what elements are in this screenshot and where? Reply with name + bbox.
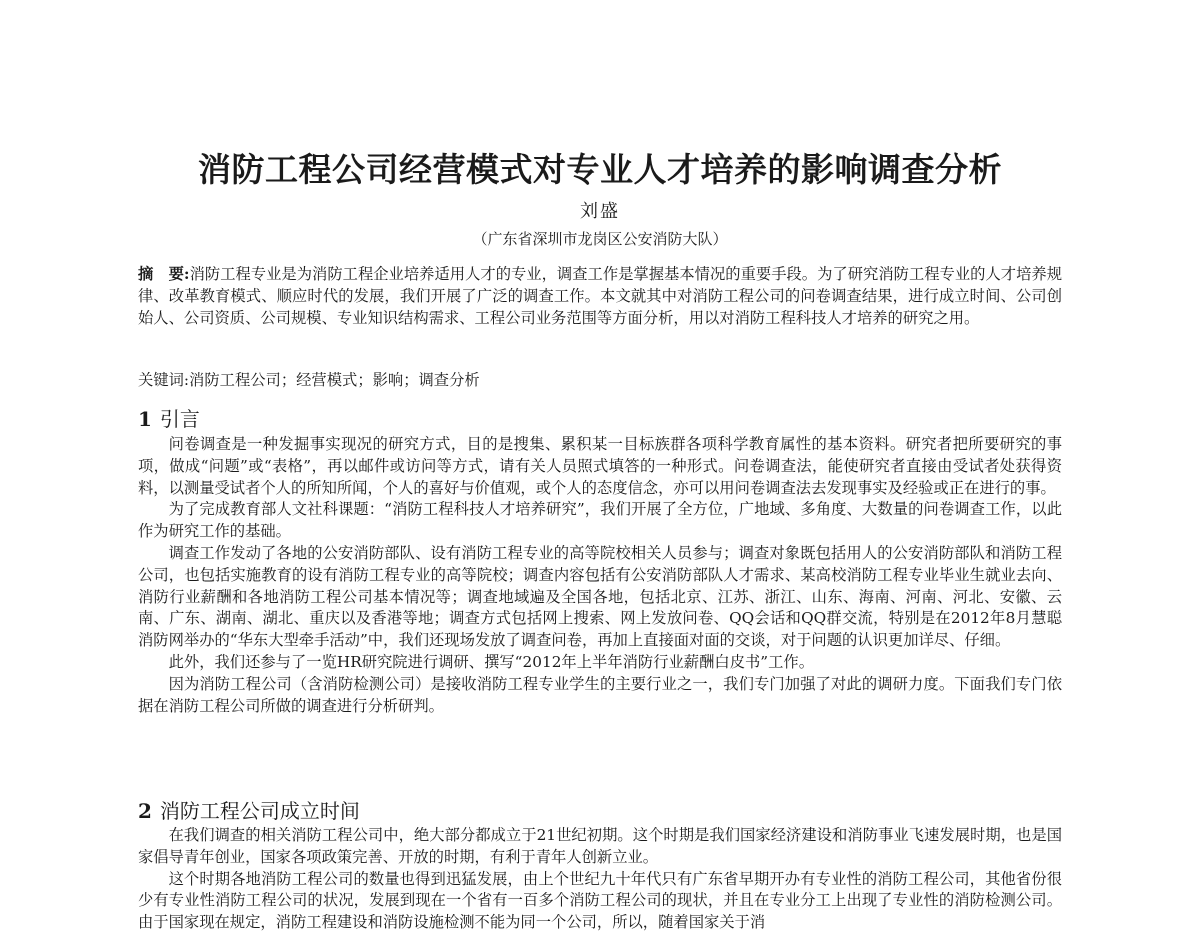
- paragraph: 在我们调查的相关消防工程公司中，绝大部分都成立于21世纪初期。这个时期是我们国家经济建设和消防事业飞速发展时期，也是国家倡导青年创业，国家各项政策完善、开放的时期，有利于青年人创新立业。: [138, 826, 1062, 866]
- paragraph: 问卷调查是一种发掘事实现况的研究方式，目的是搜集、累积某一目标族群各项科学教育属性的基本资料。研究者把所要研究的事项，做成“问题”或“表格”，再以邮件或访问等方式，请有关人员照式填答的一种形式。问卷调查法，能使研究者直接由受试者处获得资料，以测量受试者个人的所知所闻，个人的喜好与价值观，或个人的态度信念，亦可以用问卷调查法去发现事实及经验或正在进行的事。: [138, 435, 1062, 497]
- section-number: 1: [138, 407, 152, 431]
- abstract-label: 摘 要:: [138, 265, 190, 283]
- section-2-body: [138, 825, 1062, 934]
- paper-author: 刘盛: [580, 201, 620, 222]
- paragraph: 这个时期各地消防工程公司的数量也得到迅猛发展，由上个世纪九十年代只有广东省早期开办有专业性的消防工程公司，其他省份很少有专业性消防工程公司的状况，发展到现在一个省有一百多个消防工程公司的现状，并且在专业分工上出现了专业性的消防检测公司。由于国家现在规定，消防工程建设和消防设施检测不能为同一个公司，所以，随着国家关于消: [138, 869, 1062, 932]
- paragraph: 为了完成教育部人文社科课题：“消防工程科技人才培养研究”，我们开展了全方位，广地域、多角度、大数量的问卷调查工作，以此作为研究工作的基础。: [138, 500, 1062, 541]
- paper-affiliation: （广东省深圳市龙岗区公安消防大队）: [472, 230, 728, 248]
- section-title: 消防工程公司成立时间: [159, 799, 360, 823]
- section-number: 2: [138, 799, 152, 823]
- paper-title: 消防工程公司经营模式对专业人才培养的影响调查分析: [198, 150, 1002, 189]
- section-1-body: [138, 434, 1062, 717]
- paragraph: 调查工作发动了各地的公安消防部队、设有消防工程专业的高等院校相关人员参与；调查对象既包括用人的公安消防部队和消防工程公司，也包括实施教育的设有消防工程专业的高等院校；调查内容包括有公安消防部队人才需求、某高校消防工程专业毕业生就业去向、消防行业薪酬和各地消防工程公司基本情况等；调查地域遍及全国各地，包括北京、江苏、浙江、山东、海南、河南、河北、安徽、云南、广东、湖南、湖北、重庆以及香港等地；调查方式包括网上搜索、网上发放问卷、QQ会话和QQ群交流，特别是在2012年8月慧聪消防网举办的“华东大型牵手活动”中，我们还现场发放了调查问卷，再加上直接面对面的交谈，对于问题的认识更加详尽、仔细。: [138, 543, 1062, 650]
- keywords: [138, 370, 1062, 392]
- keywords-label: 关键词:: [138, 371, 190, 389]
- paragraph: 因为消防工程公司（含消防检测公司）是接收消防工程专业学生的主要行业之一，我们专门加强了对此的调研力度。下面我们专门依据在消防工程公司所做的调查进行分析研判。: [138, 674, 1062, 715]
- paper-page: [138, 0, 1062, 941]
- section-heading-1: [138, 406, 200, 432]
- keywords-text: 消防工程公司；经营模式；影响；调查分析: [189, 371, 480, 389]
- abstract: [138, 264, 1062, 329]
- abstract-text: 消防工程专业是为消防工程企业培养适用人才的专业，调查工作是掌握基本情况的重要手段。为了研究消防工程专业的人才培养规律、改革教育模式、顺应时代的发展，我们开展了广泛的调查工作。本文就其中对消防工程公司的问卷调查结果，进行成立时间、公司创始人、公司资质、公司规模、专业知识结构需求、工程公司业务范围等方面分析，用以对消防工程科技人才培养的研究之用。: [138, 265, 1062, 327]
- section-heading-2: [138, 798, 360, 824]
- paragraph: 此外，我们还参与了一览HR研究院进行调研、撰写“2012年上半年消防行业薪酬白皮书”工作。: [168, 652, 815, 671]
- section-title: 引言: [159, 407, 200, 431]
